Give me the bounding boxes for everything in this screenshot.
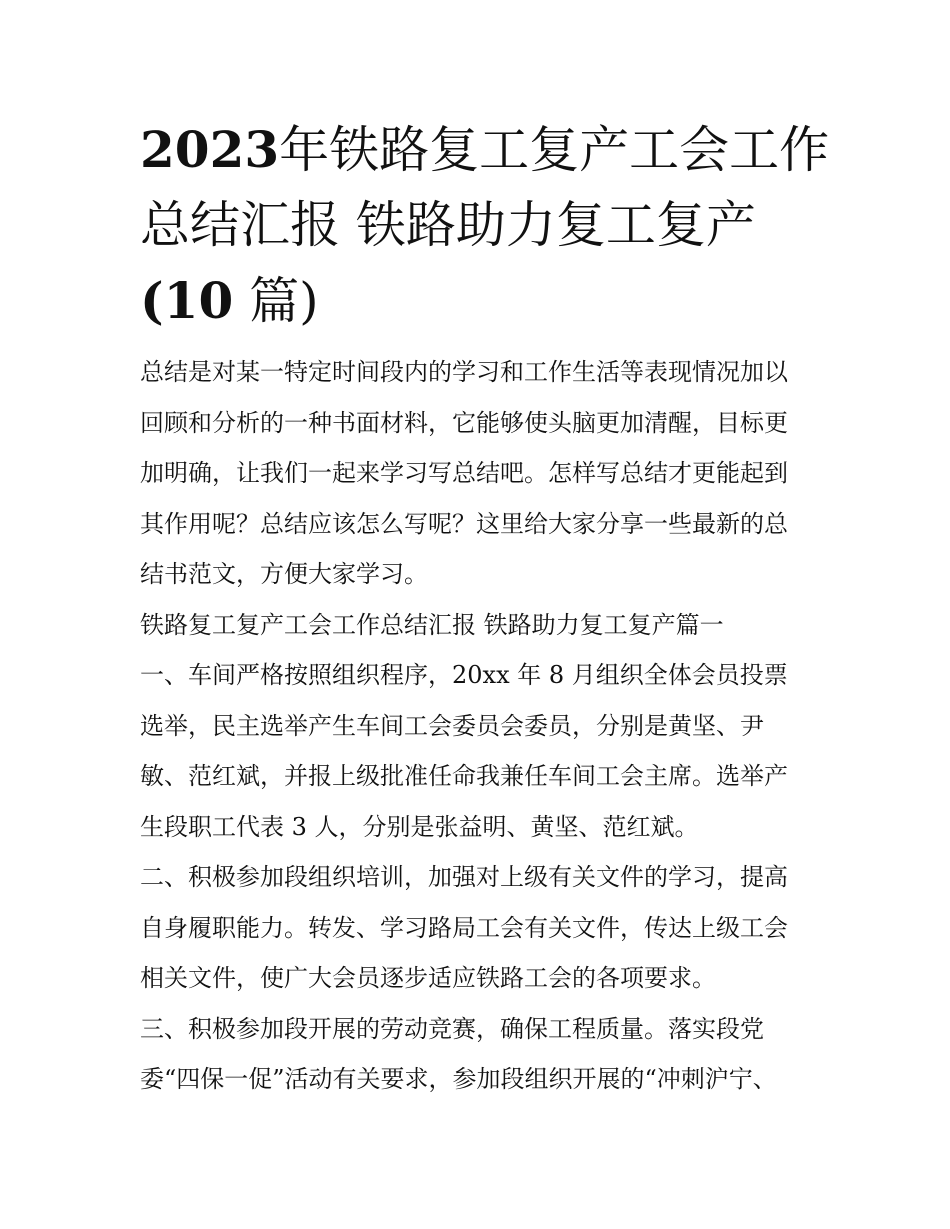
item-paragraph-2 [140,852,815,1004]
text-line: 铁路复工复产工会工作总结汇报 铁路助力复工复产篇一 [140,610,724,639]
text-line: 相关文件，使广大会员逐步适应铁路工会的各项要求。 [140,964,716,992]
item-paragraph-1 [140,650,815,852]
document-title [140,112,830,339]
text-line: 生段职工代表 3 人，分别是张益明、黄坚、范红斌。 [140,812,699,841]
text-line: 选举，民主选举产生车间工会委员会委员，分别是黄坚、尹 [140,711,764,740]
title-year: 2023 [140,120,280,179]
text-line: 委“四保一促”活动有关要求，参加段组织开展的“冲刺沪宁、 [140,1065,777,1093]
document-body [140,347,815,1105]
title-text: 篇) [249,272,319,330]
document-content [140,112,830,1105]
intro-paragraph [140,347,815,600]
text-line: 一、车间严格按照组织程序，20xx 年 8 月组织全体会员投票 [140,661,788,689]
section-heading [140,600,815,651]
text-line: 总结是对某一特定时间段内的学习和工作生活等表现情况加以 [140,358,788,386]
title-line [140,112,830,188]
title-text: 年铁路复工复产工会工作 [279,121,830,179]
text-line: 其作用呢？总结应该怎么写呢？这里给大家分享一些最新的总 [140,509,788,538]
text-line: 结书范文，方便大家学习。 [140,560,428,588]
title-line [140,263,815,339]
item-paragraph-3 [140,1004,815,1105]
title-line [140,188,815,263]
text-line: 回顾和分析的一种书面材料，它能够使头脑更加清醒，目标更 [140,408,788,437]
title-text: 总结汇报 铁路助力复工复产 [140,196,756,254]
text-line: 二、积极参加段组织培训，加强对上级有关文件的学习，提高 [140,863,788,891]
title-count: (10 [140,271,234,330]
text-line: 敏、范红斌，并报上级批准任命我兼任车间工会主席。选举产 [140,762,788,790]
text-line: 加明确，让我们一起来学习写总结吧。怎样写总结才更能起到 [140,459,788,487]
text-line: 自身履职能力。转发、学习路局工会有关文件，传达上级工会 [140,913,788,942]
text-line: 三、积极参加段开展的劳动竞赛，确保工程质量。落实段党 [140,1014,764,1043]
